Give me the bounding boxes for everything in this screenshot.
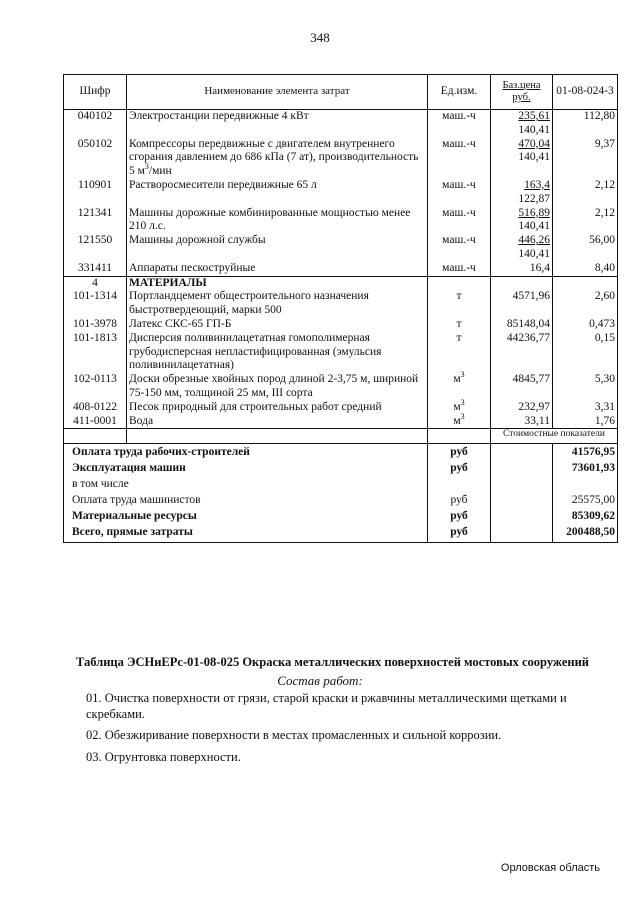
work-item: 01. Очистка поверхности от грязи, старой краски и ржавчины металлическими щетками и скребками. — [86, 691, 567, 721]
header-price-line1: Баз.цена — [502, 80, 541, 92]
summary-unit: руб — [428, 526, 491, 543]
row-price: 232,97 — [491, 401, 553, 415]
row-price — [491, 179, 553, 207]
row-code: 121341 — [64, 207, 127, 235]
summary-unit: руб — [428, 510, 491, 526]
row-value: 5,30 — [553, 373, 618, 401]
table-row — [64, 373, 618, 401]
price-total: 163,4 — [524, 178, 550, 191]
header-price-line2: руб. — [512, 92, 531, 103]
price-total: 470,04 — [518, 137, 550, 150]
row-unit: маш.-ч — [428, 138, 491, 179]
table-header-row — [64, 75, 618, 110]
price-total: 446,26 — [518, 234, 550, 247]
summary-row — [64, 478, 618, 494]
summary-spacer — [491, 510, 553, 526]
work-list — [86, 691, 598, 772]
summary-spacer — [491, 526, 553, 543]
row-price — [491, 262, 553, 276]
row-price: 33,11 — [491, 415, 553, 429]
machines-body — [64, 110, 618, 277]
summary-unit: руб — [428, 462, 491, 478]
section-code: 4 — [64, 276, 127, 290]
summary-spacer — [491, 494, 553, 510]
table-row — [64, 290, 618, 318]
row-unit: маш.-ч — [428, 234, 491, 262]
price-total: 235,61 — [518, 110, 550, 122]
row-price: 44236,77 — [491, 332, 553, 373]
summary-label: Эксплуатация машин — [72, 462, 186, 475]
row-price: 85148,04 — [491, 318, 553, 332]
stoim-label: Стоимостные показатели — [491, 429, 618, 444]
summary-row — [64, 494, 618, 510]
row-code: 101-3978 — [64, 318, 127, 332]
row-name: Доски обрезные хвойных пород длиной 2-3,75 м, шириной 75-150 мм, толщиной 25 мм, III сорта — [127, 373, 428, 401]
header-unit: Ед.изм. — [428, 75, 491, 110]
summary-unit: руб — [428, 444, 491, 463]
row-value: 56,00 — [553, 234, 618, 262]
price-total: 516,89 — [518, 206, 550, 219]
row-value: 2,60 — [553, 290, 618, 318]
price-labor: 140,41 — [518, 123, 550, 136]
row-code: 411-0001 — [64, 415, 127, 429]
header-name: Наименование элемента затрат — [127, 75, 428, 110]
price-labor: 16,4 — [529, 261, 550, 274]
summary-spacer — [491, 462, 553, 478]
stoim-body — [64, 429, 618, 444]
price-labor: 140,41 — [518, 151, 550, 164]
materials-body — [64, 276, 618, 429]
row-code: 102-0113 — [64, 373, 127, 401]
section-title: МАТЕРИАЛЫ — [127, 276, 428, 290]
summary-label: в том числе — [72, 478, 129, 491]
row-name: Машины дорожные комбинированные мощностью менее 210 л.с. — [127, 207, 428, 235]
header-norm: 01-08-024-3 — [553, 75, 618, 110]
summary-unit — [428, 478, 491, 494]
row-price: 4571,96 — [491, 290, 553, 318]
row-code: 050102 — [64, 138, 127, 179]
work-item: 02. Обезжиривание поверхности в местах промасленных и сильной коррозии. — [86, 728, 502, 743]
cost-table — [63, 74, 618, 543]
summary-body — [64, 444, 618, 543]
summary-row — [64, 462, 618, 478]
summary-value: 73601,93 — [553, 462, 618, 478]
summary-value: 25575,00 — [553, 494, 618, 510]
row-name: Электростанции передвижные 4 кВт — [127, 110, 428, 138]
row-name: Дисперсия поливинилацетатная гомополимерная грубодисперсная непластифицированная (эмульсия поливинилацетатная) — [127, 332, 428, 373]
row-price — [491, 110, 553, 138]
summary-spacer — [491, 478, 553, 494]
row-code: 101-1314 — [64, 290, 127, 318]
table-row — [64, 401, 618, 415]
price-labor: 140,41 — [518, 220, 550, 233]
row-unit: $м^3$ — [428, 415, 491, 429]
stoim-row — [64, 429, 618, 444]
price-labor: 122,87 — [518, 192, 550, 205]
row-code: 331411 — [64, 262, 127, 276]
table-row — [64, 207, 618, 235]
table-row — [64, 415, 618, 429]
summary-row — [64, 526, 618, 543]
composition-title: Состав работ: — [277, 673, 363, 688]
row-code: 101-1813 — [64, 332, 127, 373]
summary-spacer — [491, 444, 553, 463]
row-price — [491, 138, 553, 179]
table-row — [64, 234, 618, 262]
table-row — [64, 318, 618, 332]
row-code: 040102 — [64, 110, 127, 138]
row-unit: т — [428, 290, 491, 318]
summary-label: Оплата труда рабочих-строителей — [72, 446, 250, 459]
row-value: 3,31 — [553, 401, 618, 415]
row-unit: т — [428, 318, 491, 332]
row-value: 9,37 — [553, 138, 618, 179]
row-code: 408-0122 — [64, 401, 127, 415]
row-value: 112,80 — [553, 110, 618, 138]
summary-value — [553, 478, 618, 494]
header-price — [491, 75, 553, 110]
row-value: 2,12 — [553, 179, 618, 207]
summary-label: Оплата труда машинистов — [72, 494, 201, 507]
page-number: 348 — [310, 30, 330, 45]
summary-label: Всего, прямые затраты — [72, 526, 193, 539]
table-row — [64, 138, 618, 179]
table-row — [64, 110, 618, 138]
row-unit: $м^3$ — [428, 401, 491, 415]
summary-label: Материальные ресурсы — [72, 510, 197, 523]
price-labor: 140,41 — [518, 247, 550, 260]
row-unit: $м^3$ — [428, 373, 491, 401]
summary-row — [64, 510, 618, 526]
table-row — [64, 179, 618, 207]
row-unit: маш.-ч — [428, 110, 491, 138]
summary-value: 200488,50 — [553, 526, 618, 543]
table-row — [64, 332, 618, 373]
summary-value: 41576,95 — [553, 444, 618, 463]
table-row — [64, 262, 618, 276]
table-caption: Таблица ЭСНиЕРс-01-08-025 Окраска металлических поверхностей мостовых сооружений — [76, 655, 589, 669]
row-name: Латекс СКС-65 ГП-Б — [127, 318, 428, 332]
row-price — [491, 207, 553, 235]
row-value: 1,76 — [553, 415, 618, 429]
summary-value: 85309,62 — [553, 510, 618, 526]
row-unit: маш.-ч — [428, 262, 491, 276]
summary-row — [64, 444, 618, 463]
footer-region: Орловская область — [500, 862, 600, 874]
row-name: Компрессоры передвижные с двигателем внутреннего сгорания давлением до 686 кПа (7 ат), производительность 5 $м^3$/мин — [127, 138, 428, 179]
row-unit: т — [428, 332, 491, 373]
row-code: 121550 — [64, 234, 127, 262]
row-price: 4845,77 — [491, 373, 553, 401]
row-name: Портландцемент общестроительного назначения быстротвердеющий, марки 500 — [127, 290, 428, 318]
row-name: Машины дорожной службы — [127, 234, 428, 262]
row-name: Аппараты пескоструйные — [127, 262, 428, 276]
row-unit: маш.-ч — [428, 207, 491, 235]
row-value: 8,40 — [553, 262, 618, 276]
row-unit: маш.-ч — [428, 179, 491, 207]
summary-unit: руб — [428, 494, 491, 510]
row-value: 0,15 — [553, 332, 618, 373]
work-item: 03. Огрунтовка поверхности. — [86, 749, 241, 764]
materials-section-row — [64, 276, 618, 290]
row-price — [491, 234, 553, 262]
row-code: 110901 — [64, 179, 127, 207]
row-name: Растворосмесители передвижные 65 л — [127, 179, 428, 207]
header-code: Шифр — [64, 75, 127, 110]
row-value: 0,473 — [553, 318, 618, 332]
row-value: 2,12 — [553, 207, 618, 235]
row-name: Вода — [127, 415, 428, 429]
row-name: Песок природный для строительных работ средний — [127, 401, 428, 415]
